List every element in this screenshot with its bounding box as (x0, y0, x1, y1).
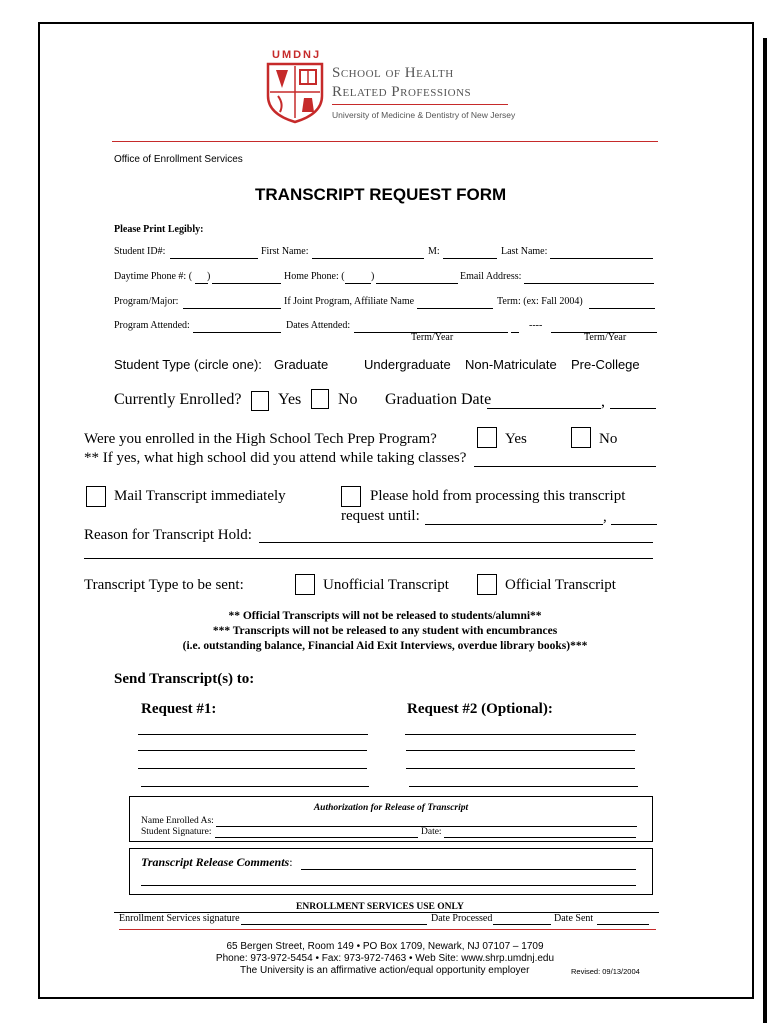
affiliate-name-field[interactable] (417, 308, 493, 309)
dates-separator (511, 332, 519, 333)
date-sent-label: Date Sent (554, 913, 594, 924)
tech-prep-followup: ** If yes, what high school did you attend while taking classes? (84, 450, 467, 466)
home-area-code-field[interactable] (345, 283, 371, 284)
release-comments-field-line2[interactable] (141, 885, 636, 886)
term-label: Term: (ex: Fall 2004) (497, 296, 583, 307)
student-type-label: Student Type (circle one): (114, 357, 262, 372)
currently-enrolled-label: Currently Enrolled? (114, 391, 242, 408)
office-use-title: ENROLLMENT SERVICES USE ONLY (296, 902, 464, 912)
tech-prep-no-checkbox[interactable] (571, 427, 591, 448)
mail-immediately-checkbox[interactable] (86, 486, 106, 507)
first-name-label: First Name: (261, 246, 309, 257)
notice-line: ** Official Transcripts will not be released to students/alumni** (228, 610, 542, 622)
tech-prep-question: Were you enrolled in the High School Tech Prep Program? (84, 431, 437, 447)
signature-date-field[interactable] (444, 837, 636, 838)
term-year-caption-2: Term/Year (584, 332, 627, 343)
logo-rule (332, 104, 508, 105)
notice-line: *** Transcripts will not be released to any student with encumbrances (212, 625, 558, 637)
graduation-date-label: Graduation Date (385, 391, 492, 408)
graduation-date-field[interactable] (487, 408, 601, 409)
joint-program-label: If Joint Program, Affiliate Name (284, 296, 415, 307)
unofficial-transcript-label: Unofficial Transcript (323, 577, 449, 593)
first-name-field[interactable] (312, 258, 424, 259)
graduation-year-field[interactable] (610, 408, 656, 409)
home-phone-paren: ) (371, 271, 375, 282)
student-signature-field[interactable] (215, 837, 418, 838)
office-name: Office of Enrollment Services (114, 154, 243, 165)
release-comments-field[interactable] (301, 869, 636, 870)
footer-contact: Phone: 973-972-5454 • Fax: 973-972-7463 • Web Site: www.shrp.umdnj.edu (215, 953, 555, 964)
tech-prep-no-label: No (599, 431, 618, 447)
hold-reason-field[interactable] (259, 542, 653, 543)
daytime-phone-paren: ) (207, 271, 211, 282)
school-name-line1: School of Health (332, 65, 454, 81)
student-type-undergraduate[interactable]: Undergraduate (364, 357, 451, 372)
daytime-phone-field[interactable] (212, 283, 281, 284)
date-processed-field[interactable] (493, 924, 551, 925)
official-transcript-checkbox[interactable] (477, 574, 497, 595)
footer-address: 65 Bergen Street, Room 149 • PO Box 1709, Newark, NJ 07107 – 1709 (226, 941, 544, 952)
revised-date: Revised: 09/13/2004 (571, 967, 640, 976)
program-major-field[interactable] (183, 308, 281, 309)
student-signature-label: Student Signature: (141, 827, 212, 837)
staff-signature-field[interactable] (241, 924, 427, 925)
notice-line: (i.e. outstanding balance, Financial Aid Exit Interviews, overdue library books)*** (182, 640, 588, 652)
unofficial-transcript-checkbox[interactable] (295, 574, 315, 595)
umdnj-crest-icon (266, 62, 324, 124)
enrolled-no-label: No (338, 391, 358, 408)
print-legibly-note: Please Print Legibly: (114, 224, 204, 235)
signature-date-label: Date: (421, 827, 442, 837)
program-attended-field[interactable] (193, 332, 281, 333)
request-1-address-line[interactable] (141, 786, 369, 787)
official-transcript-label: Official Transcript (505, 577, 616, 593)
term-field[interactable] (589, 308, 655, 309)
hold-reason-field-line2[interactable] (84, 558, 653, 559)
tech-prep-yes-label: Yes (505, 431, 527, 447)
hold-processing-label: Please hold from processing this transcript (370, 488, 626, 504)
request-1-address-line[interactable] (138, 750, 367, 751)
release-notice (100, 609, 670, 654)
umdnj-wordmark: UMDNJ (272, 49, 322, 61)
transcript-type-label: Transcript Type to be sent: (84, 577, 244, 593)
date-processed-label: Date Processed (431, 913, 493, 924)
request-1-address-line[interactable] (138, 768, 367, 769)
request-1-label: Request #1: (141, 701, 217, 717)
middle-initial-field[interactable] (443, 258, 497, 259)
hold-until-year-field[interactable] (611, 524, 657, 525)
daytime-phone-label: Daytime Phone #: ( (114, 271, 193, 282)
enrolled-yes-checkbox[interactable] (251, 391, 269, 411)
email-field[interactable] (524, 283, 654, 284)
school-name-line2: Related Professions (332, 84, 472, 100)
release-comments-label (141, 855, 293, 870)
hold-processing-checkbox[interactable] (341, 486, 361, 507)
form-title: TRANSCRIPT REQUEST FORM (255, 185, 507, 204)
authorization-title: Authorization for Release of Transcript (313, 803, 469, 813)
footer-equal-opportunity: The University is an affirmative action/equal opportunity employer (240, 965, 530, 976)
student-type-pre-college[interactable]: Pre-College (571, 357, 640, 372)
request-until-label: request until: (341, 508, 420, 524)
home-phone-field[interactable] (376, 283, 458, 284)
home-phone-label: Home Phone: ( (284, 271, 345, 282)
enrolled-no-checkbox[interactable] (311, 389, 329, 409)
name-enrolled-label: Name Enrolled As: (141, 816, 214, 826)
enrolled-yes-label: Yes (278, 391, 302, 408)
program-major-label: Program/Major: (114, 296, 179, 307)
program-attended-label: Program Attended: (114, 320, 190, 331)
graduation-comma: , (601, 393, 605, 410)
request-1-address-line[interactable] (138, 734, 368, 735)
release-comments-colon: : (289, 855, 293, 869)
date-sent-field[interactable] (597, 924, 649, 925)
send-to-heading: Send Transcript(s) to: (114, 671, 255, 687)
dates-dash: ---- (529, 320, 543, 331)
student-id-field[interactable] (170, 258, 258, 259)
request-2-address-line[interactable] (406, 768, 635, 769)
footer-red-rule (119, 929, 656, 930)
university-name: University of Medicine & Dentistry of New Jersey (332, 110, 516, 120)
request-2-address-line[interactable] (405, 734, 636, 735)
release-comments-title: Transcript Release Comments (141, 855, 290, 869)
staff-signature-label: Enrollment Services signature (119, 913, 240, 924)
request-2-label: Request #2 (Optional): (407, 701, 553, 717)
middle-initial-label: M: (428, 246, 440, 257)
daytime-area-code-field[interactable] (195, 283, 208, 284)
high-school-field[interactable] (474, 466, 656, 467)
tech-prep-yes-checkbox[interactable] (477, 427, 497, 448)
hold-until-date-field[interactable] (425, 524, 603, 525)
hold-until-comma: , (603, 509, 607, 525)
hold-reason-label: Reason for Transcript Hold: (84, 527, 252, 543)
dates-attended-label: Dates Attended: (286, 320, 351, 331)
last-name-label: Last Name: (501, 246, 548, 257)
last-name-field[interactable] (550, 258, 653, 259)
header-red-rule (112, 141, 658, 142)
page-edge-bar (763, 38, 767, 1023)
student-type-graduate[interactable]: Graduate (274, 357, 329, 372)
student-id-label: Student ID#: (114, 246, 166, 257)
request-2-address-line[interactable] (409, 786, 638, 787)
request-2-address-line[interactable] (406, 750, 635, 751)
student-type-non-matriculate[interactable]: Non-Matriculate (465, 357, 557, 372)
term-year-caption-1: Term/Year (411, 332, 454, 343)
mail-immediately-label: Mail Transcript immediately (114, 488, 286, 504)
email-label: Email Address: (460, 271, 522, 282)
